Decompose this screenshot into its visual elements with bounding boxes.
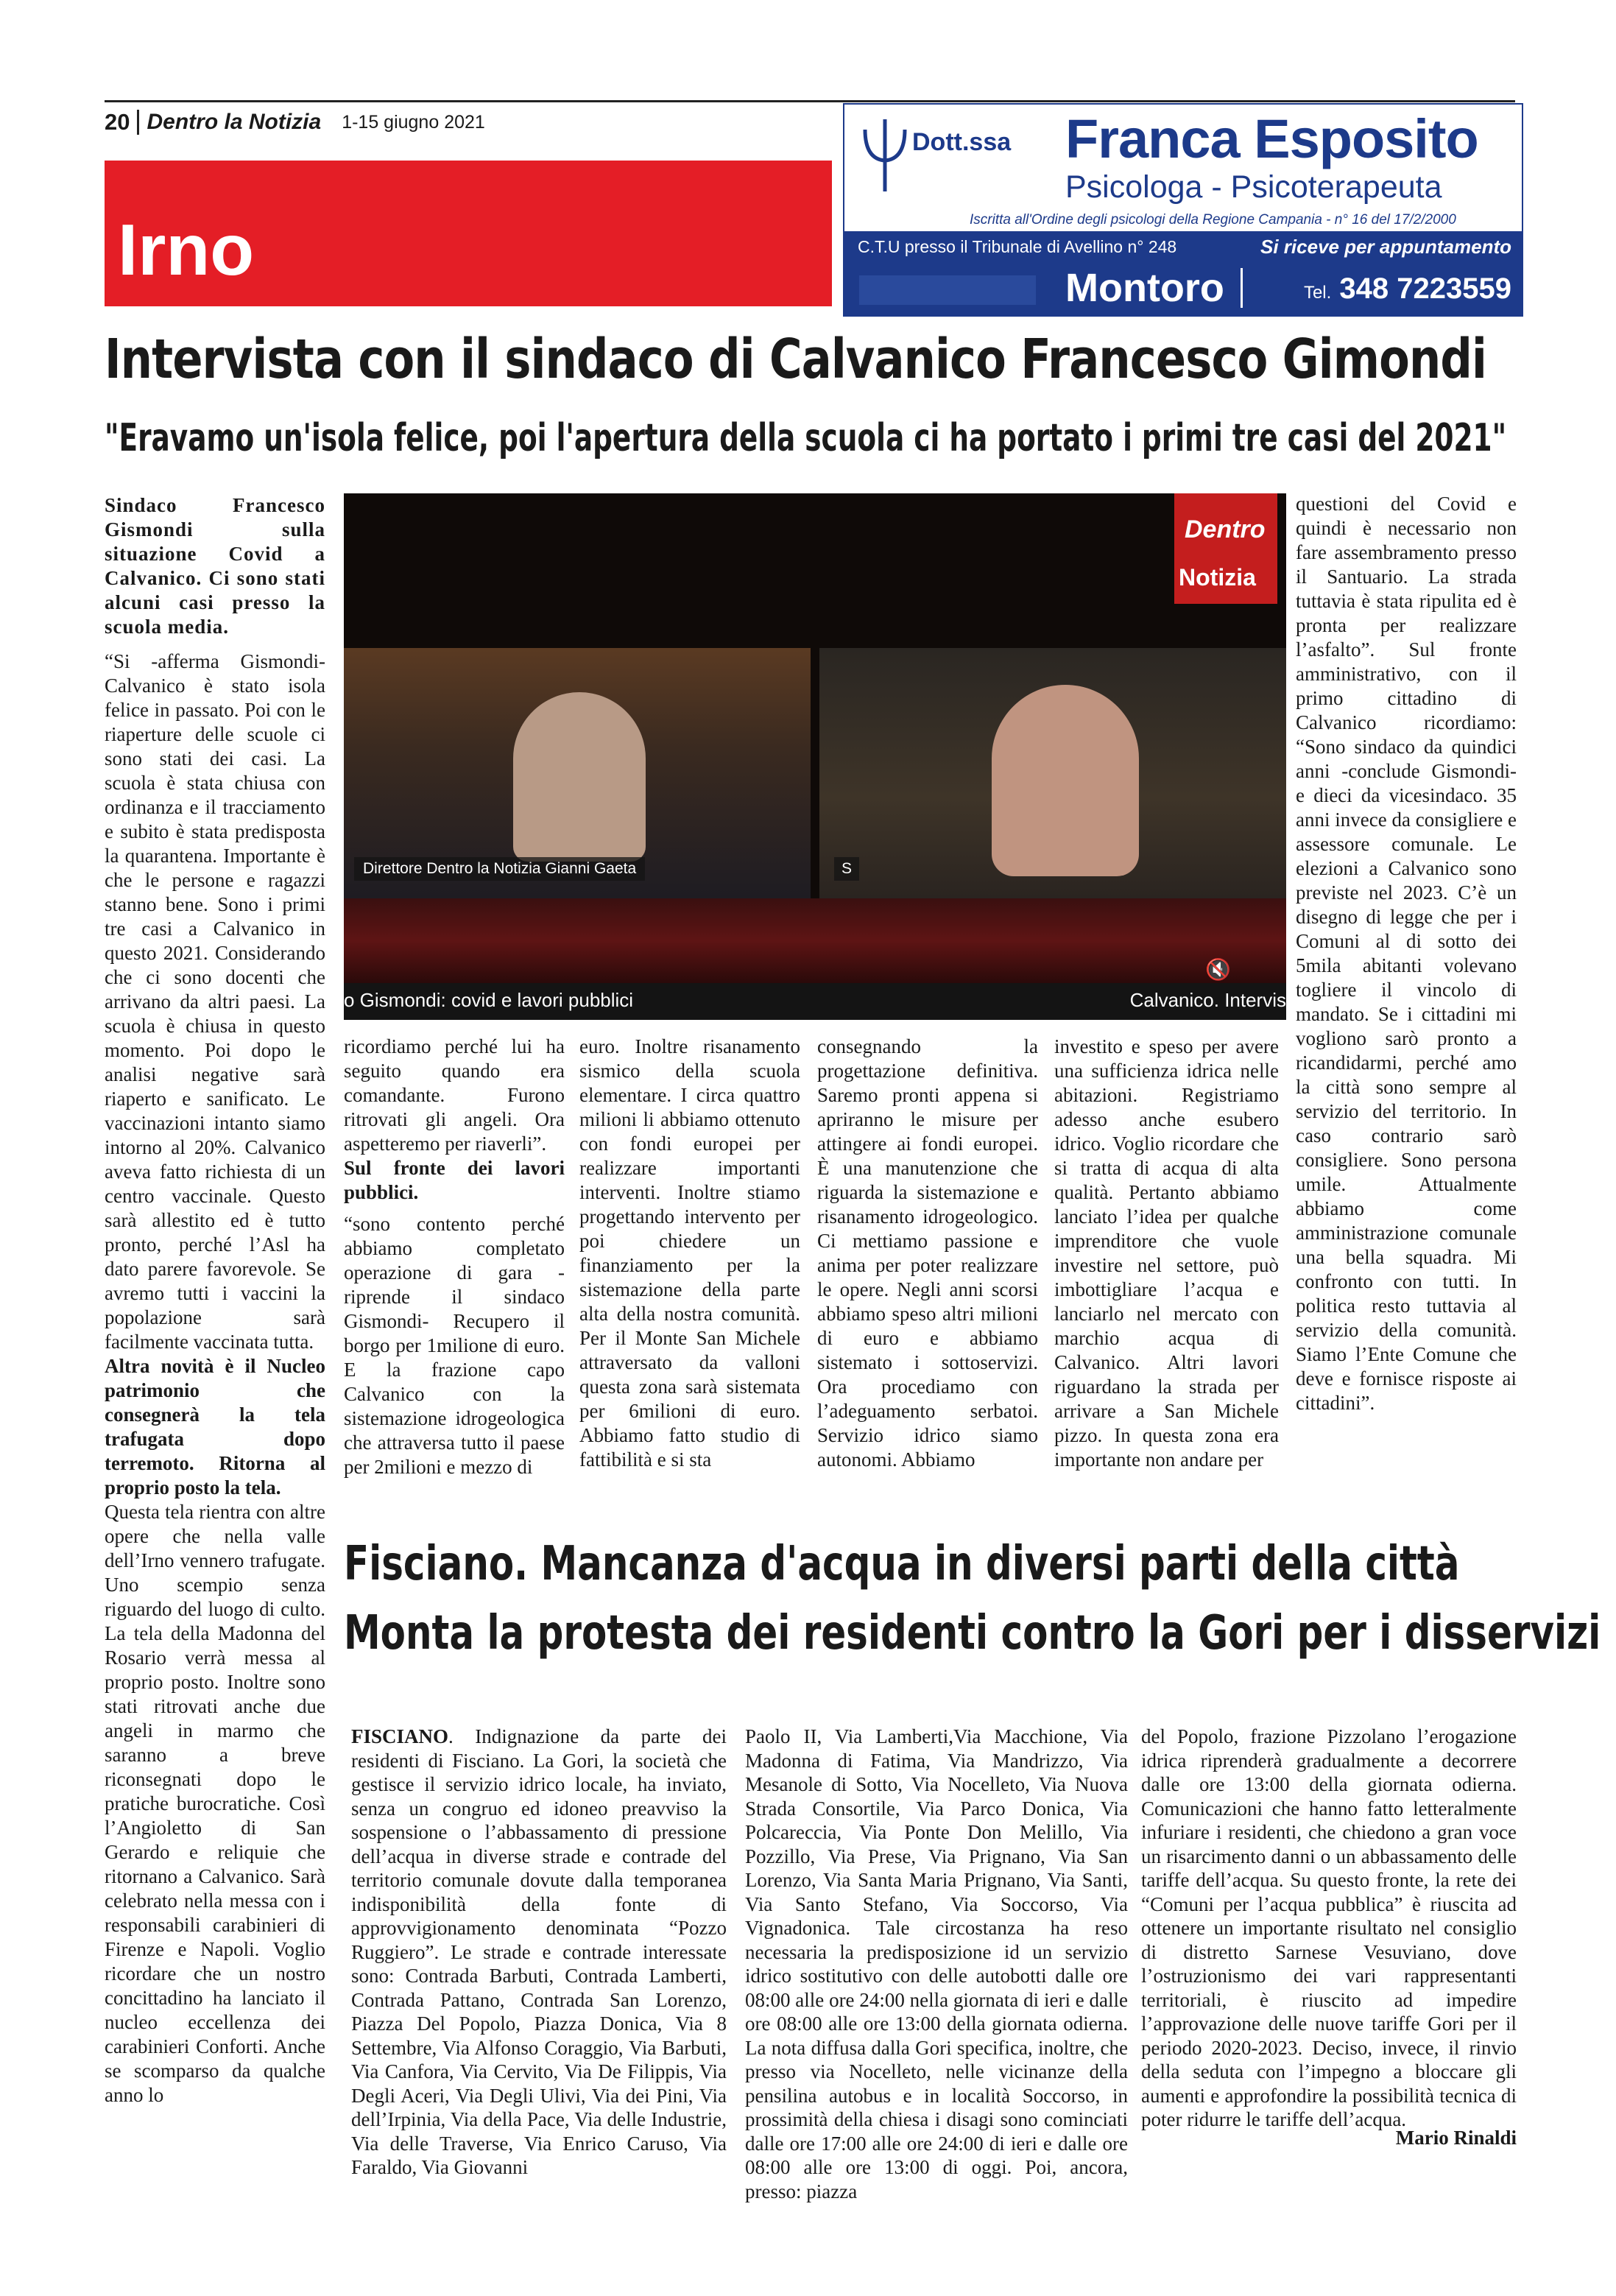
video-ticker-right: Calvanico. Intervis [1129, 989, 1286, 1011]
article-paragraph: “sono contento perché abbiamo completato operazione di gara - riprende il sindaco Gismondi- Recupero il borgo per 1milione di euro. E la frazione capo Calvanico con la sistemazione idrogeologica che attraversa tutto il paese per 2milioni e mezzo di [344, 1213, 565, 1478]
article-paragraph: “Si -afferma Gismondi- Calvanico è stato isola felice in passato. Poi con le riaperture delle scuole ci sono stati dei casi. La scuola è stata chiusa con ordinanza e il tracciamento e subito è stata predisposta la quarantena. Importante è che le persone e ragazzi stanno bene. Sono i primi tre casi a Calvanico in questo 2021. Considerando che ci sono docenti che arrivano da altri paesi. La scuola è chiusa in questo momento. Poi dopo le analisi negative sarà riaperto e sanificato. Le vaccinazioni intanto siamo intorno al 20%. Calvanico aveva fatto richiesta di un centro vaccinale. Questo sarà allestito ed è tutto pronto, perché l’Asl ha dato parere favorevole. Se avremo tutti i vaccini la popolazione sarà facilmente vaccinata tutta. [105, 650, 325, 1353]
article-subhead: Sul fronte dei lavori pubblici. [344, 1157, 565, 1203]
ad-phone [1304, 272, 1511, 306]
article-paragraph: consegnando la progettazione definitiva. Saremo pronti appena si apriranno le misure per attingere ai fondi europei. È una manutenzione che riguarda la sistemazione e risanamento idrogeologico. Ci mettiamo passione e anima per poter realizzare le opere. Negli anni scorsi abbiamo speso altri milioni di euro e abbiamo sistemato i sottoservizi. Ora procediamo con l’adeguamento serbatoi. Servizio idrico siamo autonomi. Abbiamo [817, 1035, 1038, 1471]
page-number: 20 [105, 109, 130, 135]
article-column-5 [1054, 1035, 1279, 1472]
article2-column-1 [351, 1725, 727, 2180]
ad-name: Franca Esposito [1065, 108, 1478, 169]
article-paragraph: questioni del Covid e quindi è necessario non fare assembramento presso il Santuario. La strada tuttavia è stata ripulita ed è pronta per realizzare l’asfalto”. Sul fronte amministrativo, con il primo cittadino di Calvanico ricordiamo: “Sono sindaco da quindici anni -conclude Gismondi- e dieci da vicesindaco. 35 anni invece da consigliere e assessore comunale. Le elezioni a Calvanico sono previste nel 2023. C’è un disegno di legge che per i Comuni al di sotto dei 5mila abitanti volevano togliere il vincolo di mandato. Se i cittadini mi vogliono sarò pronto a ricandidarmi, perché amo la città sono sempre al servizio del territorio. In caso contrario sarò consigliere. Sono persona umile. Attualmente abbiamo come amministrazione comunale una bella squadra. Mi confronto con tutti. In politica resto tuttavia al servizio della comunità. Siamo l’Ente Comune che deve e fornisce risposte ai cittadini”. [1296, 493, 1517, 1414]
article2-column-3 [1141, 1725, 1517, 2132]
article2-column-2 [745, 1725, 1128, 2203]
article-paragraph: ricordiamo perché lui ha seguito quando era comandante. Furono ritrovati gli angeli. Ora aspetteremo per riaverli”. [344, 1035, 565, 1155]
video-floor [344, 898, 1286, 983]
section-title: Irno [118, 209, 255, 290]
ad-registration: Iscritta all'Ordine degli psicologi della Regione Campania - n° 16 del 17/2/2000 [970, 212, 1456, 228]
article2-paragraph: del Popolo, frazione Pizzolano l’erogazione idrica riprenderà gradualmente a decorrere dalle ore 13:00 della giornata odierna. Comunicazioni che hanno fatto letteralmente infuriare i residenti, che chiedono a gran voce un risarcimento danni o un abbassamento delle tariffe dell’acqua. Su questo fronte, la rete dei “Comuni per l’acqua pubblica” è riuscita ad ottenere un importante risultato nel consiglio di distretto Sarnese Vesuviano, dove l’ostruzionismo dei vari rappresentanti territoriali, è riuscito ad impedire l’approvazione delle nuove tariffe Gori per il periodo 2020-2023. Deciso, invece, il rinvio della seduta con l’impegno a bloccare gli aumenti e approfondire la possibilità tecnica di poter ridurre le tariffe dell’acqua. [1141, 1725, 1517, 2130]
article2-dateline: FISCIANO [351, 1725, 449, 1747]
ad-town: Montoro [1065, 266, 1224, 310]
article-subheadline: "Eravamo un'isola felice, poi l'apertura della scuola ci ha portato i primi tre casi del 2021" [105, 416, 1507, 460]
ad-appointment: Si riceve per appuntamento [1260, 236, 1511, 258]
issue-date: 1-15 giugno 2021 [342, 111, 485, 133]
ad-tel-number: 348 7223559 [1339, 272, 1511, 305]
article2-paragraph: . Indignazione da parte dei residenti di Fisciano. La Gori, la società che gestisce il servizio idrico locale, ha inviato, senza un congruo ed idoneo preavviso la sospensione o l’abbassamento di pressione dell’acqua in diverse strade e contrade del territorio comunale dovute dalla temporanea indisponibilità della fonte di approvvigionamento denominata “Pozzo Ruggiero”. Le strade e contrade interessate sono: Contrada Barbuti, Contrada Lamberti, Contrada Pattano, Contrada San Lorenzo, Piazza Del Popolo, Piazza Donica, Via 8 Settembre, Via Alfonso Coraggio, Via Barbuti, Via Canfora, Via Cervito, Via De Filippis, Via Degli Aceri, Via Degli Ulivi, Via dei Pini, Via dell’Irpinia, Via della Pace, Via delle Industrie, Via delle Traverse, Via Enrico Caruso, Via Faraldo, Via Giovanni [351, 1725, 727, 2178]
top-rule [105, 100, 1515, 102]
article-column-4 [817, 1035, 1038, 1472]
article-column-3 [579, 1035, 800, 1472]
article-headline: Intervista con il sindaco di Calvanico Francesco Gimondi [105, 328, 1487, 391]
video-logo-line1: Dentro [1185, 515, 1266, 543]
video-label-left: Direttore Dentro la Notizia Gianni Gaeta [354, 857, 645, 881]
article-column-1 [105, 493, 325, 2107]
speaker-muted-icon: 🔇 [1205, 957, 1231, 982]
video-mayor-figure [992, 685, 1139, 876]
article-paragraph: euro. Inoltre risanamento sismico della scuola elementare. I circa quattro milioni li abbiamo ottenuto con fondi europei per realizzare importanti interventi. Inoltre stiamo progettando intervento per poi chiedere un finanziamento per la sistemazione della parte alta della nostra comunità. Per il Monte San Michele attraversato da valloni questa zona sarà sistemata per 6milioni di euro. Abbiamo fatto studio di fattibilità e si sta [579, 1035, 800, 1471]
article2-author: Mario Rinaldi [1395, 2127, 1517, 2149]
article2-headline-line1: Fisciano. Mancanza d'acqua in diversi parti della città [344, 1537, 1460, 1591]
ad-role: Psicologa - Psicoterapeuta [1065, 169, 1442, 205]
article-paragraph: investito e speso per avere una sufficienza idrica nelle abitazioni. Registriamo adesso anche esubero idrico. Voglio ricordare che si tratta di acqua di alta qualità. Pertanto abbiamo lanciato l’idea per qualche imprenditore che vuole investire nel settore, può imbottigliare l’acqua e lanciarlo nel mercato con marchio acqua di Calvanico. Altri lavori riguardano la strada per arrivare a San Michele pizzo. In questa zona era importante non andare per [1054, 1035, 1279, 1471]
video-interview-image [344, 493, 1286, 1020]
header-divider [137, 110, 139, 135]
page-header [105, 108, 485, 137]
video-logo-line2: Notizia [1179, 564, 1256, 591]
ad-top [844, 105, 1522, 231]
publication-name: Dentro la Notizia [147, 110, 322, 134]
ad-tel-prefix: Tel. [1303, 283, 1332, 303]
video-ticker [344, 983, 1286, 1020]
ad-divider [1241, 268, 1243, 308]
article-column-2 [344, 1035, 565, 1479]
ad-band [844, 231, 1522, 315]
ad-ctu: C.T.U presso il Tribunale di Avellino n° 248 [858, 237, 1177, 256]
psychologist-advertisement [843, 103, 1523, 317]
section-banner [105, 161, 832, 306]
video-director-figure [513, 692, 646, 862]
ad-title: Dott.ssa [912, 128, 1012, 156]
article2-paragraph: Paolo II, Via Lamberti,Via Macchione, Via Madonna di Fatima, Via Mandrizzo, Via Mesanole di Sotto, Via Nocelleto, Via Nuova Strada Consortile, Via Parco Donica, Via Polcareccia, Via Ponte Don Melillo, Via Pozzillo, Via Prese, Via Prignano, Via San Lorenzo, Via Santa Maria Prignano, Via Santi, Via Santo Stefano, Via Soccorso, Via Vignadonica. Tale circostanza ha reso necessaria la predisposizione id un servizio idrico sostitutivo con delle autobotti dalle ore 08:00 alle ore 24:00 nella giornata di ieri e dalle ore 08:00 alle ore 13:00 della giornata odierna. La nota diffusa dalla Gori specifica, inoltre, che presso via Nocelleto, nelle vicinanze della pensilina autobus e in località Soccorso, in prossimità della chiesa i disagi sono cominciati dalle ore 17:00 alle ore 24:00 di ieri e dalle ore 08:00 alle ore 13:00 di oggi. Poi, ancora, presso: piazza [745, 1725, 1128, 2202]
video-label-right: S [834, 857, 859, 881]
article2-headline-line2: Monta la protesta dei residenti contro la Gori per i disservizi [344, 1606, 1601, 1661]
psi-logo-icon [859, 115, 911, 196]
video-channel-logo [1174, 493, 1277, 604]
article-column-6 [1296, 492, 1517, 1415]
article-lead: Sindaco Francesco Gismondi sulla situazione Covid a Calvanico. Ci sono stati alcuni casi presso la scuola media. [105, 494, 325, 638]
video-ticker-left: o Gismondi: covid e lavori pubblici [344, 989, 634, 1011]
article-paragraph: Questa tela rientra con altre opere che nella valle dell’Irno vennero trafugate. Uno scempio senza riguardo del luogo di culto. La tela della Madonna del Rosario verrà messa al proprio posto. Inoltre sono stati ritrovati anche due angeli in marmo che saranno a breve riconsegnati dopo le pratiche burocratiche. Così l’Angioletto di San Gerardo e reliquie che ritornano a Calvanico. Sarà celebrato nella messa con i responsabili carabinieri di Firenze e Napoli. Voglio ricordare che un nostro concittadino ha lanciato il nucleo eccellenza dei carabinieri Conforti. Anche se scomparso da qualche anno lo [105, 1501, 325, 2106]
article-subhead: Altra novità è il Nucleo patrimonio che consegnerà la tela trafugata dopo terremoto. Ritorna al proprio posto la tela. [105, 1355, 325, 1499]
ad-decor-strip [859, 275, 1036, 305]
